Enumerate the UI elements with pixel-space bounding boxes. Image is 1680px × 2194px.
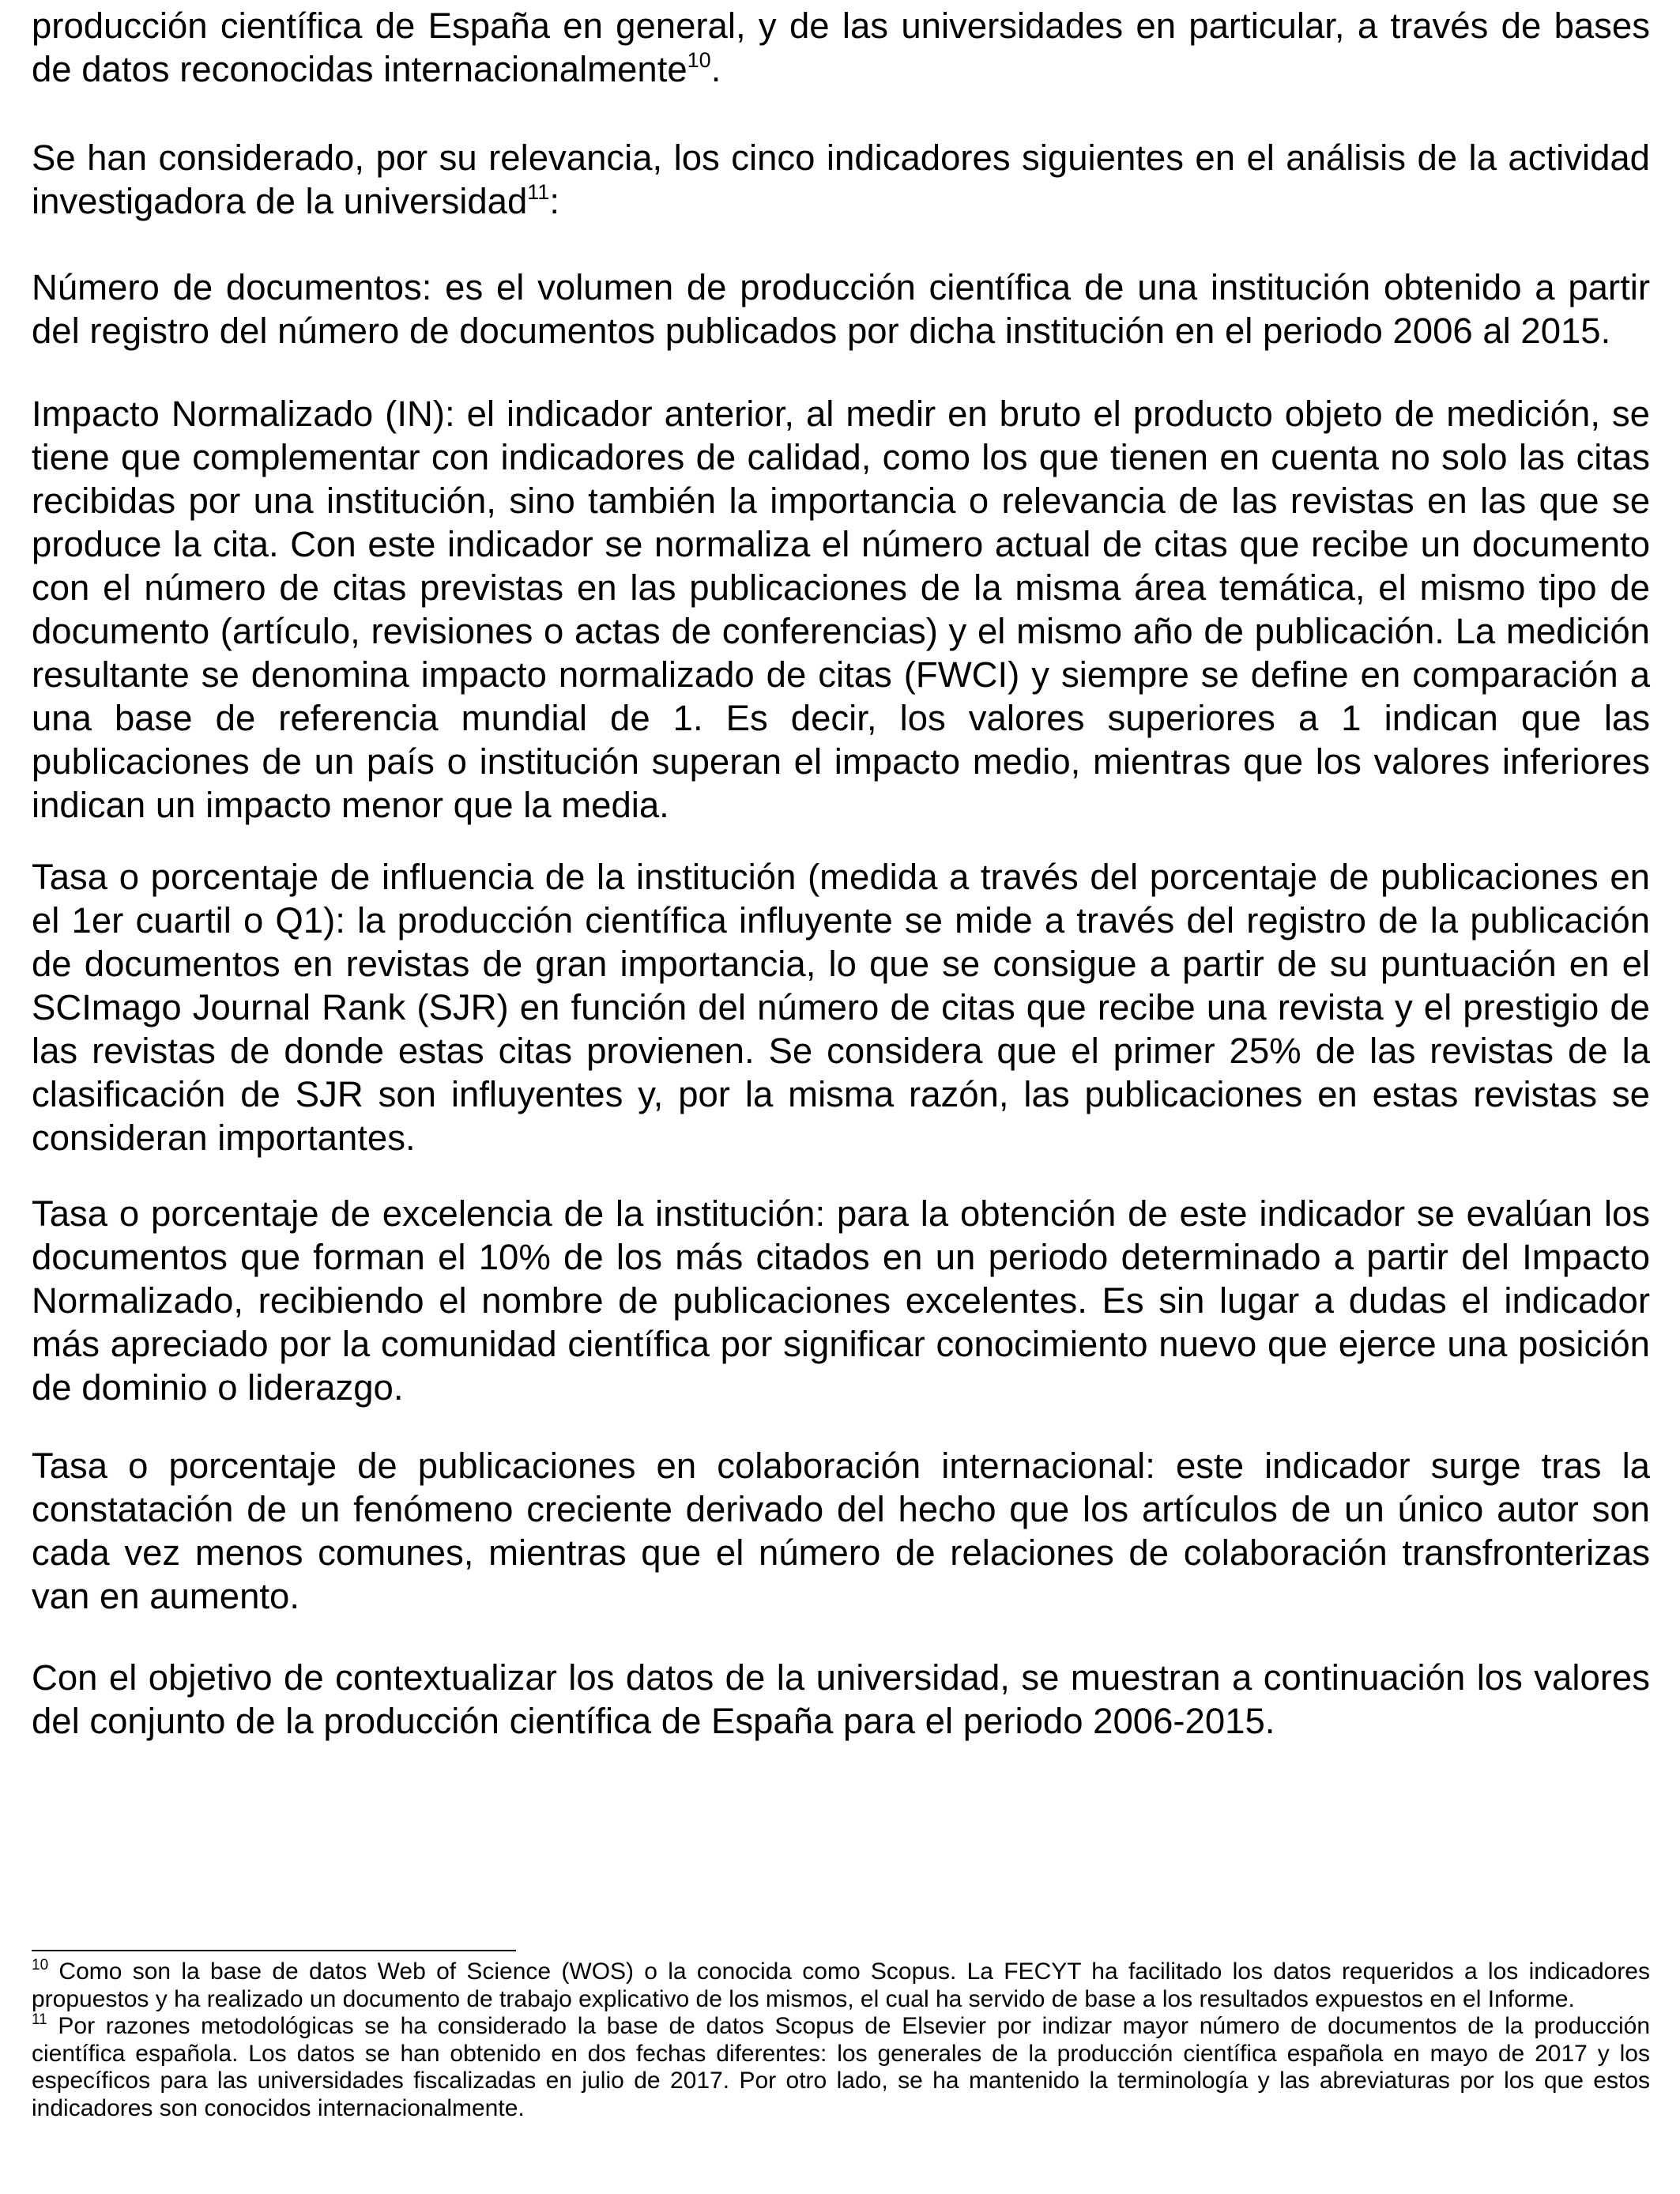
footnote-ref-11[interactable]: 11 <box>527 180 550 204</box>
paragraph-tasa-excelencia: Tasa o porcentaje de excelencia de la institución: para la obtención de este indicador se evalúan los documentos que forman el 10% de los más citados en un periodo determinado a partir del Impacto Normalizado, recibiendo el nombre de publicaciones excelentes. Es sin lugar a dudas el indicador más apreciado por la comunidad científica por significar conocimiento nuevo que ejerce una posición de dominio o liderazgo. <box>32 1193 1650 1408</box>
paragraph-colaboracion-internacional: Tasa o porcentaje de publicaciones en colaboración internacional: este indicador surge tras la constatación de un fenómeno creciente derivado del hecho que los artículos de un único autor son cada vez menos comunes, mientras que el número de relaciones de colaboración transfronterizas van en aumento. <box>32 1446 1650 1616</box>
footnote-text: Por razones metodológicas se ha considerado la base de datos Scopus de Elsevier por indizar mayor número de documentos de la producción científica española. Los datos se han obtenido en dos fechas diferentes: los generales de la producción científica española en mayo de 2017 y los específicos para las universidades fiscalizadas en julio de 2017. Por otro lado, se ha mantenido la terminología y las abreviaturas por los que estos indicadores son conocidos internacionalmente. <box>32 2013 1650 2121</box>
footnote-number: 10 <box>32 1957 49 1973</box>
footnote-text: Como son la base de datos Web of Science (WOS) o la conocida como Scopus. La FECYT ha facilitado los datos requeridos a los indicadores propuestos y ha realizado un documento de trabajo explicativo de los mismos, el cual ha servido de base a los resultados expuestos en el Informe. <box>32 1958 1650 2012</box>
paragraph-tail: . <box>710 49 721 89</box>
paragraph-indicators-intro <box>32 136 1650 223</box>
footnote-11 <box>32 2013 1650 2122</box>
footnote-number: 11 <box>32 2011 47 2028</box>
footnote-separator <box>32 1950 516 1951</box>
paragraph-intro-continuation <box>32 4 1650 91</box>
paragraph-text: producción científica de España en general, y de las universidades en particular, a través de bases de datos reconocidas internacionalmente <box>32 6 1650 89</box>
footnote-ref-10[interactable]: 10 <box>687 48 711 72</box>
paragraph-text: Se han considerado, por su relevancia, los cinco indicadores siguientes en el análisis de la actividad investigadora de la universidad <box>32 138 1650 221</box>
paragraph-numero-documentos: Número de documentos: es el volumen de producción científica de una institución obtenido a partir del registro del número de documentos publicados por dicha institución en el periodo 2006 al 2015. <box>32 267 1650 351</box>
paragraph-tasa-influencia: Tasa o porcentaje de influencia de la institución (medida a través del porcentaje de publicaciones en el 1er cuartil o Q1): la producción científica influyente se mide a través del registro de la publicación de documentos en revistas de gran importancia, lo que se consigue a partir de su puntuación en el SCImago Journal Rank (SJR) en función del número de citas que recibe una revista y el prestigio de las revistas de donde estas citas provienen. Se considera que el primer 25% de las revistas de la clasificación de SJR son influyentes y, por la misma razón, las publicaciones en estas revistas se consideran importantes. <box>32 857 1650 1158</box>
paragraph-tail: : <box>549 181 559 221</box>
paragraph-impacto-normalizado: Impacto Normalizado (IN): el indicador anterior, al medir en bruto el producto objeto de medición, se tiene que complementar con indicadores de calidad, como los que tienen en cuenta no solo las citas recibidas por una institución, sino también la importancia o relevancia de las revistas en las que se produce la cita. Con este indicador se normaliza el número actual de citas que recibe un documento con el número de citas previstas en las publicaciones de la misma área temática, el mismo tipo de documento (artículo, revisiones o actas de conferencias) y el mismo año de publicación. La medición resultante se denomina impacto normalizado de citas (FWCI) y siempre se define en comparación a una base de referencia mundial de 1. Es decir, los valores superiores a 1 indican que las publicaciones de un país o institución superan el impacto medio, mientras que los valores inferiores indican un impacto menor que la media. <box>32 394 1650 825</box>
paragraph-contexto-espana: Con el objetivo de contextualizar los datos de la universidad, se muestran a continuación los valores del conjunto de la producción científica de España para el periodo 2006-2015. <box>32 1657 1650 1741</box>
footnotes <box>32 1958 1650 2122</box>
footnote-10 <box>32 1958 1650 2013</box>
